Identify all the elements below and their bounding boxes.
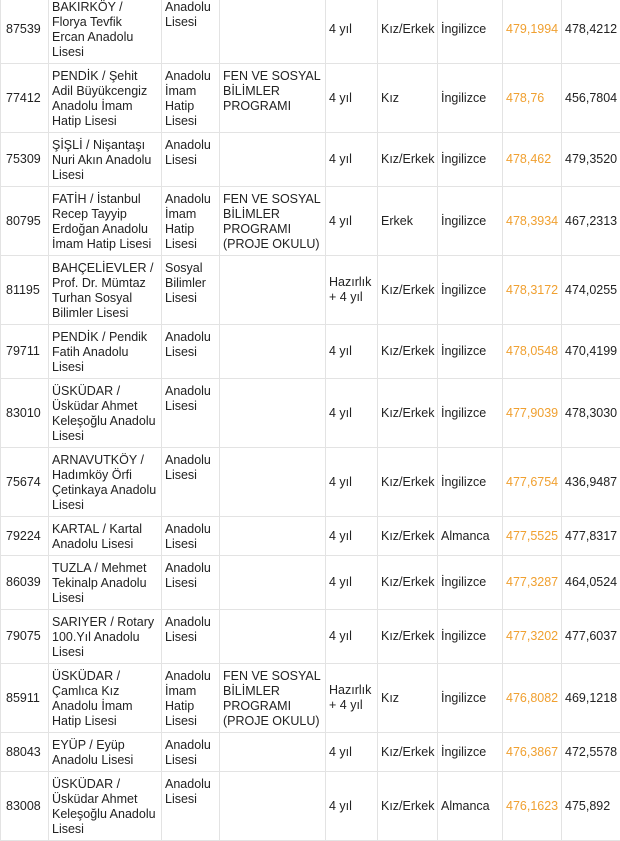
- language-cell: İngilizce: [438, 325, 503, 379]
- school-code-cell: 85911: [1, 664, 49, 733]
- school-type-cell: Anadolu Lisesi: [162, 556, 220, 610]
- program-cell: [220, 448, 326, 517]
- table-row: [1, 772, 620, 841]
- duration-cell: 4 yıl: [326, 379, 378, 448]
- school-code-cell: 77412: [1, 64, 49, 133]
- school-code-cell: 80795: [1, 187, 49, 256]
- base-score-cell: 478,76: [503, 64, 562, 133]
- school-code-cell: 87539: [1, 0, 49, 64]
- language-cell: İngilizce: [438, 556, 503, 610]
- previous-score-cell: 475,892: [562, 772, 620, 841]
- base-score-cell: 477,6754: [503, 448, 562, 517]
- table-row: [1, 664, 620, 733]
- previous-score-cell: 469,1218: [562, 664, 620, 733]
- duration-cell: Hazırlık + 4 yıl: [326, 256, 378, 325]
- school-code-cell: 81195: [1, 256, 49, 325]
- base-score-cell: 477,3287: [503, 556, 562, 610]
- duration-cell: 4 yıl: [326, 556, 378, 610]
- base-score-cell: 478,3172: [503, 256, 562, 325]
- school-type-cell: Anadolu Lisesi: [162, 133, 220, 187]
- program-cell: [220, 0, 326, 64]
- program-cell: [220, 610, 326, 664]
- school-name-cell: BAHÇELİEVLER / Prof. Dr. Mümtaz Turhan Sosyal Bilimler Lisesi: [49, 256, 162, 325]
- language-cell: İngilizce: [438, 733, 503, 772]
- previous-score-cell: 472,5578: [562, 733, 620, 772]
- duration-cell: 4 yıl: [326, 187, 378, 256]
- school-name-cell: KARTAL / Kartal Anadolu Lisesi: [49, 517, 162, 556]
- base-score-cell: 477,9039: [503, 379, 562, 448]
- base-score-cell: 478,3934: [503, 187, 562, 256]
- table-row: [1, 556, 620, 610]
- school-name-cell: PENDİK / Pendik Fatih Anadolu Lisesi: [49, 325, 162, 379]
- language-cell: İngilizce: [438, 64, 503, 133]
- gender-cell: Kız/Erkek: [378, 772, 438, 841]
- school-code-cell: 79711: [1, 325, 49, 379]
- program-cell: [220, 133, 326, 187]
- duration-cell: 4 yıl: [326, 733, 378, 772]
- base-score-cell: 477,5525: [503, 517, 562, 556]
- gender-cell: Erkek: [378, 187, 438, 256]
- program-cell: [220, 379, 326, 448]
- previous-score-cell: 470,4199: [562, 325, 620, 379]
- school-type-cell: Anadolu İmam Hatip Lisesi: [162, 187, 220, 256]
- previous-score-cell: 464,0524: [562, 556, 620, 610]
- school-name-cell: SARIYER / Rotary 100.Yıl Anadolu Lisesi: [49, 610, 162, 664]
- program-cell: FEN VE SOSYAL BİLİMLER PROGRAMI: [220, 64, 326, 133]
- school-type-cell: Anadolu Lisesi: [162, 325, 220, 379]
- previous-score-cell: 467,2313: [562, 187, 620, 256]
- duration-cell: 4 yıl: [326, 517, 378, 556]
- base-score-cell: 479,1994: [503, 0, 562, 64]
- school-type-cell: Anadolu Lisesi: [162, 0, 220, 64]
- school-name-cell: ARNAVUTKÖY / Hadımköy Örfi Çetinkaya Anadolu Lisesi: [49, 448, 162, 517]
- table-row: [1, 325, 620, 379]
- previous-score-cell: 478,3030: [562, 379, 620, 448]
- gender-cell: Kız/Erkek: [378, 448, 438, 517]
- program-cell: [220, 325, 326, 379]
- duration-cell: 4 yıl: [326, 772, 378, 841]
- school-code-cell: 79224: [1, 517, 49, 556]
- table-row: [1, 517, 620, 556]
- base-score-cell: 476,1623: [503, 772, 562, 841]
- duration-cell: Hazırlık + 4 yıl: [326, 664, 378, 733]
- school-name-cell: TUZLA / Mehmet Tekinalp Anadolu Lisesi: [49, 556, 162, 610]
- duration-cell: 4 yıl: [326, 325, 378, 379]
- program-cell: [220, 256, 326, 325]
- gender-cell: Kız/Erkek: [378, 256, 438, 325]
- language-cell: İngilizce: [438, 187, 503, 256]
- program-cell: FEN VE SOSYAL BİLİMLER PROGRAMI (PROJE OKULU): [220, 187, 326, 256]
- previous-score-cell: 477,8317: [562, 517, 620, 556]
- language-cell: İngilizce: [438, 610, 503, 664]
- language-cell: İngilizce: [438, 133, 503, 187]
- school-code-cell: 75309: [1, 133, 49, 187]
- table-row: [1, 64, 620, 133]
- table-row: [1, 0, 620, 64]
- school-type-cell: Anadolu İmam Hatip Lisesi: [162, 64, 220, 133]
- language-cell: İngilizce: [438, 379, 503, 448]
- base-score-cell: 478,462: [503, 133, 562, 187]
- table-body: [1, 0, 620, 841]
- school-name-cell: ÜSKÜDAR / Üsküdar Ahmet Keleşoğlu Anadolu Lisesi: [49, 379, 162, 448]
- table-row: [1, 733, 620, 772]
- language-cell: İngilizce: [438, 448, 503, 517]
- previous-score-cell: 477,6037: [562, 610, 620, 664]
- school-name-cell: PENDİK / Şehit Adil Büyükcengiz Anadolu İmam Hatip Lisesi: [49, 64, 162, 133]
- gender-cell: Kız/Erkek: [378, 517, 438, 556]
- school-type-cell: Anadolu Lisesi: [162, 610, 220, 664]
- language-cell: Almanca: [438, 517, 503, 556]
- duration-cell: 4 yıl: [326, 448, 378, 517]
- duration-cell: 4 yıl: [326, 610, 378, 664]
- school-name-cell: ÜSKÜDAR / Çamlıca Kız Anadolu İmam Hatip Lisesi: [49, 664, 162, 733]
- previous-score-cell: 436,9487: [562, 448, 620, 517]
- school-code-cell: 79075: [1, 610, 49, 664]
- school-type-cell: Anadolu Lisesi: [162, 379, 220, 448]
- base-score-cell: 476,8082: [503, 664, 562, 733]
- previous-score-cell: 456,7804: [562, 64, 620, 133]
- gender-cell: Kız/Erkek: [378, 610, 438, 664]
- program-cell: [220, 733, 326, 772]
- gender-cell: Kız: [378, 664, 438, 733]
- school-name-cell: BAKIRKÖY / Florya Tevfik Ercan Anadolu Lisesi: [49, 0, 162, 64]
- base-score-cell: 477,3202: [503, 610, 562, 664]
- school-name-cell: ŞİŞLİ / Nişantaşı Nuri Akın Anadolu Lisesi: [49, 133, 162, 187]
- program-cell: [220, 556, 326, 610]
- table-row: [1, 610, 620, 664]
- school-name-cell: ÜSKÜDAR / Üsküdar Ahmet Keleşoğlu Anadolu Lisesi: [49, 772, 162, 841]
- gender-cell: Kız/Erkek: [378, 325, 438, 379]
- language-cell: İngilizce: [438, 256, 503, 325]
- gender-cell: Kız/Erkek: [378, 133, 438, 187]
- school-type-cell: Anadolu Lisesi: [162, 733, 220, 772]
- school-code-cell: 83008: [1, 772, 49, 841]
- table-row: [1, 379, 620, 448]
- base-score-cell: 478,0548: [503, 325, 562, 379]
- table-row: [1, 448, 620, 517]
- school-name-cell: FATİH / İstanbul Recep Tayyip Erdoğan Anadolu İmam Hatip Lisesi: [49, 187, 162, 256]
- school-code-cell: 88043: [1, 733, 49, 772]
- school-type-cell: Anadolu Lisesi: [162, 448, 220, 517]
- language-cell: İngilizce: [438, 0, 503, 64]
- gender-cell: Kız/Erkek: [378, 733, 438, 772]
- school-code-cell: 83010: [1, 379, 49, 448]
- previous-score-cell: 478,4212: [562, 0, 620, 64]
- previous-score-cell: 479,3520: [562, 133, 620, 187]
- base-score-cell: 476,3867: [503, 733, 562, 772]
- program-cell: [220, 517, 326, 556]
- school-type-cell: Sosyal Bilimler Lisesi: [162, 256, 220, 325]
- table-row: [1, 133, 620, 187]
- gender-cell: Kız/Erkek: [378, 379, 438, 448]
- duration-cell: 4 yıl: [326, 64, 378, 133]
- school-name-cell: EYÜP / Eyüp Anadolu Lisesi: [49, 733, 162, 772]
- school-type-cell: Anadolu Lisesi: [162, 517, 220, 556]
- duration-cell: 4 yıl: [326, 133, 378, 187]
- language-cell: İngilizce: [438, 664, 503, 733]
- duration-cell: 4 yıl: [326, 0, 378, 64]
- table-row: [1, 187, 620, 256]
- school-type-cell: Anadolu İmam Hatip Lisesi: [162, 664, 220, 733]
- table-row: [1, 256, 620, 325]
- language-cell: Almanca: [438, 772, 503, 841]
- school-code-cell: 86039: [1, 556, 49, 610]
- program-cell: [220, 772, 326, 841]
- school-type-cell: Anadolu Lisesi: [162, 772, 220, 841]
- gender-cell: Kız/Erkek: [378, 556, 438, 610]
- program-cell: FEN VE SOSYAL BİLİMLER PROGRAMI (PROJE OKULU): [220, 664, 326, 733]
- gender-cell: Kız/Erkek: [378, 0, 438, 64]
- gender-cell: Kız: [378, 64, 438, 133]
- previous-score-cell: 474,0255: [562, 256, 620, 325]
- school-code-cell: 75674: [1, 448, 49, 517]
